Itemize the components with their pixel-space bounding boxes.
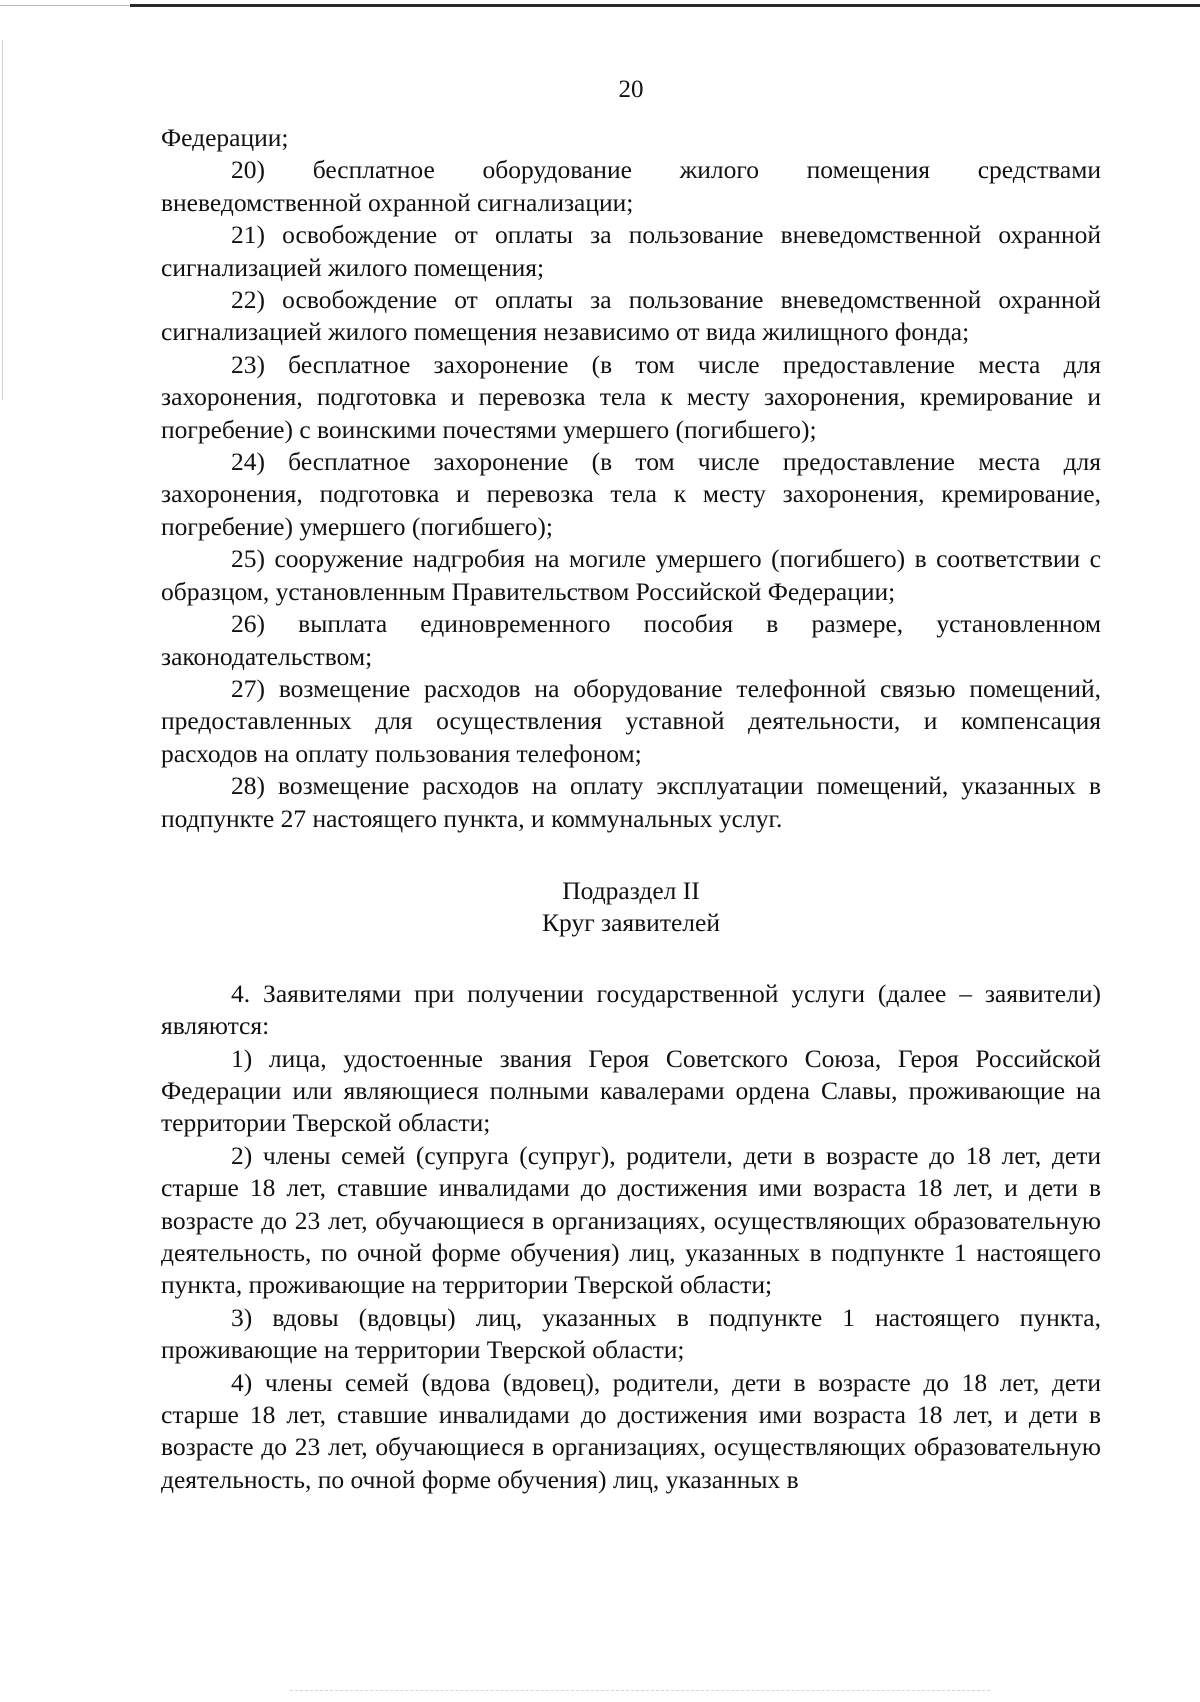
section-subtitle: Круг заявителей: [542, 908, 720, 938]
section-title: Подраздел II: [562, 875, 700, 905]
document-body: [161, 122, 1101, 1496]
paragraph: 25) сооружение надгробия на могиле умершего (погибшего) в соответствии с образцом, установленным Правительством Российской Федерации;: [161, 544, 1101, 606]
section-heading: [161, 875, 1101, 940]
paragraph: Федерации;: [161, 123, 289, 152]
paragraph: 26) выплата единовременного пособия в размере, установленном законодательством;: [161, 609, 1101, 671]
paragraph: 23) бесплатное захоронение (в том числе предоставление места для захоронения, подготовка и перевозка тела к месту захоронения, кремирование и погребение) с воинскими почестями умершего (погибшего);: [161, 349, 1101, 444]
paragraph: 3) вдовы (вдовцы) лиц, указанных в подпункте 1 настоящего пункта, проживающие на территории Тверской области;: [161, 1302, 1101, 1365]
page-number: 20: [618, 76, 644, 103]
paragraph: 20) бесплатное оборудование жилого помещения средствами вневедомственной охранной сигнализации;: [161, 155, 1101, 217]
section-spacer: [161, 940, 1101, 978]
scan-border-bottom: [290, 1690, 990, 1692]
paragraph: 1) лица, удостоенные звания Героя Советского Союза, Героя Российской Федерации или являющиеся полными кавалерами ордена Славы, проживающие на территории Тверской области;: [161, 1043, 1101, 1138]
scan-border-top-faint: [0, 5, 130, 6]
paragraph: 2) члены семей (супруга (супруг), родители, дети в возрасте до 18 лет, дети старше 18 лет, ставшие инвалидами до достижения ими возраста 18 лет, и дети в возрасте до 23 лет, обучающиеся в организациях, осуществляющих образовательную деятельность, по очной форме обучения) лиц, указанных в подпункте 1 настоящего пункта, проживающие на территории Тверской области;: [161, 1140, 1101, 1300]
paragraph: 27) возмещение расходов на оборудование телефонной связью помещений, предоставленных для осуществления уставной деятельности, и компенсация расходов на оплату пользования телефоном;: [161, 673, 1101, 768]
paragraph: 4. Заявителями при получении государственной услуги (далее – заявители) являются:: [161, 978, 1101, 1041]
paragraph: 4) члены семей (вдова (вдовец), родители, дети в возрасте до 18 лет, дети старше 18 лет, ставшие инвалидами до достижения ими возраста 18 лет, и дети в возрасте до 23 лет, обучающиеся в организациях, осуществляющих образовательную деятельность, по очной форме обучения) лиц, указанных в: [161, 1367, 1101, 1494]
paragraph: 21) освобождение от оплаты за пользование вневедомственной охранной сигнализацией жилого помещения;: [161, 220, 1101, 282]
paragraph-list-after: [161, 978, 1101, 1497]
paragraph-list-before: [161, 122, 1101, 835]
scan-border-top: [130, 4, 1200, 7]
paragraph: 24) бесплатное захоронение (в том числе предоставление места для захоронения, подготовка и перевозка тела к месту захоронения, кремирование, погребение) умершего (погибшего);: [161, 447, 1101, 541]
paragraph: 22) освобождение от оплаты за пользование вневедомственной охранной сигнализацией жилого помещения независимо от вида жилищного фонда;: [161, 285, 1101, 347]
paragraph: 28) возмещение расходов на оплату эксплуатации помещений, указанных в подпункте 27 настоящего пункта, и коммунальных услуг.: [161, 771, 1101, 833]
